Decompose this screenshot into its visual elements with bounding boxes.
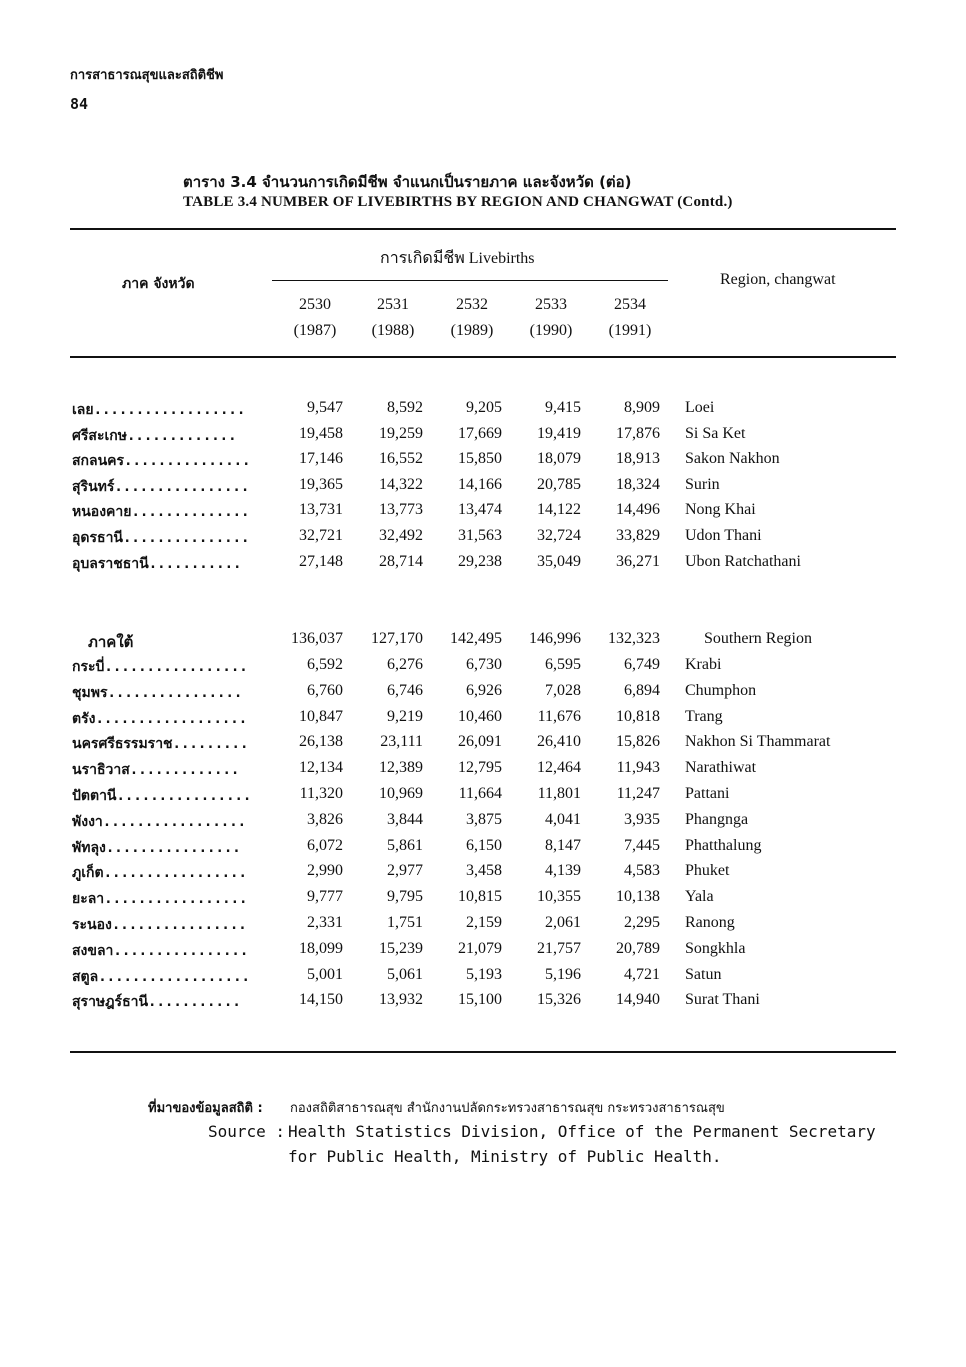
cell-value: 29,238 [458, 552, 502, 570]
source-label: Source : [208, 1122, 286, 1141]
row-english-label: Satun [685, 965, 722, 983]
cell-value: 1,751 [387, 914, 423, 931]
cell-value: 28,714 [379, 552, 423, 570]
row-english-label: Phuket [685, 862, 730, 880]
cell-value: 14,122 [537, 501, 581, 519]
year-ce-header: (1988) [371, 322, 415, 339]
cell-value: 7,028 [545, 681, 581, 699]
table-row [0, 940, 966, 966]
cell-value: 11,801 [537, 785, 581, 802]
row-thai-label: เลย.................. [72, 402, 246, 418]
cell-value: 6,746 [387, 681, 423, 699]
cell-value: 18,324 [616, 475, 660, 493]
row-thai-label: อุบลราชธานี........... [72, 555, 242, 572]
cell-value: 10,355 [537, 888, 581, 906]
cell-value: 36,271 [616, 552, 660, 570]
cell-value: 14,496 [616, 501, 660, 519]
cell-value: 14,940 [616, 991, 660, 1009]
table-row [0, 682, 966, 708]
cell-value: 15,850 [458, 450, 502, 468]
cell-value: 11,320 [299, 785, 343, 802]
row-thai-label: ระนอง................ [72, 917, 247, 933]
row-english-label: Nong Khai [685, 501, 756, 519]
cell-value: 33,829 [616, 527, 660, 544]
cell-value: 18,099 [299, 939, 343, 957]
table-row [0, 991, 966, 1017]
year-ce-header: (1991) [608, 322, 652, 339]
cell-value: 17,146 [299, 450, 343, 468]
cell-value: 27,148 [299, 552, 343, 570]
table-row [0, 759, 966, 785]
cell-value: 10,138 [616, 888, 660, 906]
cell-value: 26,410 [537, 733, 581, 751]
cell-value: 2,977 [387, 862, 423, 880]
cell-value: 9,777 [307, 888, 343, 906]
year-be-header: 2532 [456, 296, 488, 313]
cell-value: 6,760 [307, 681, 343, 699]
cell-value: 2,061 [545, 914, 581, 931]
cell-value: 2,295 [624, 914, 660, 931]
cell-value: 13,773 [379, 501, 423, 519]
row-english-label: Trang [685, 707, 723, 725]
cell-value: 32,721 [299, 527, 343, 544]
row-english-label: Yala [685, 888, 714, 906]
cell-value: 12,464 [537, 759, 581, 777]
cell-value: 20,785 [537, 475, 581, 493]
cell-value: 3,458 [466, 862, 502, 880]
cell-value: 13,474 [458, 501, 502, 519]
group-header-rule [272, 280, 668, 281]
cell-value: 7,445 [624, 836, 660, 854]
cell-value: 21,079 [458, 939, 502, 957]
row-english-label: Chumphon [685, 681, 757, 699]
table-top-rule [70, 228, 896, 230]
cell-value: 21,757 [537, 939, 581, 957]
row-english-label: Phangnga [685, 810, 749, 828]
row-english-label: Ranong [685, 914, 735, 931]
cell-value: 8,147 [545, 836, 581, 854]
cell-value: 14,166 [458, 475, 502, 493]
table-row [0, 527, 966, 553]
cell-value: 11,247 [616, 785, 660, 802]
cell-value: 6,926 [466, 681, 502, 699]
cell-value: 14,150 [299, 991, 343, 1009]
cell-value: 18,913 [616, 450, 660, 468]
cell-value: 19,365 [299, 475, 343, 493]
table-row [0, 501, 966, 527]
cell-value: 136,037 [291, 630, 343, 647]
table-row [0, 708, 966, 734]
cell-value: 32,492 [379, 527, 423, 544]
cell-value: 11,664 [458, 785, 502, 802]
row-thai-label: อุดรธานี............... [72, 530, 250, 546]
cell-value: 3,844 [387, 810, 423, 828]
cell-value: 12,795 [458, 759, 502, 777]
table-title-thai: ตาราง 3.4 จำนวนการเกิดมีชีพ จำแนกเป็นรายภาค และจังหวัด (ต่อ) [183, 173, 632, 191]
table-row [0, 656, 966, 682]
table-row [0, 476, 966, 502]
row-english-label: Surat Thani [685, 991, 760, 1009]
table-row [0, 450, 966, 476]
row-english-label: Si Sa Ket [685, 424, 746, 442]
cell-value: 16,552 [379, 450, 423, 468]
row-thai-label: พัทลุง................ [72, 839, 241, 856]
row-english-label: Krabi [685, 656, 722, 673]
row-thai-label: สตูล.................. [72, 968, 250, 985]
row-thai-label: ศรีสะเกษ............. [72, 427, 237, 444]
cell-value: 15,100 [458, 991, 502, 1009]
row-english-label: Southern Region [704, 630, 812, 647]
cell-value: 9,219 [387, 707, 423, 725]
source-line-1: Health Statistics Division, Office of the Permanent Secretary [288, 1122, 876, 1141]
running-header: การสาธารณสุขและสถิติชีพ [70, 68, 224, 83]
table-row [0, 733, 966, 759]
cell-value: 35,049 [537, 552, 581, 570]
table-row [0, 399, 966, 425]
cell-value: 5,001 [307, 965, 343, 983]
cell-value: 5,196 [545, 965, 581, 983]
row-thai-label: หนองคาย.............. [72, 504, 250, 521]
row-thai-label: สกลนคร............... [72, 453, 251, 470]
cell-value: 18,079 [537, 450, 581, 468]
cell-value: 31,563 [458, 527, 502, 544]
cell-value: 10,815 [458, 888, 502, 906]
row-thai-label: ภูเก็ต................. [72, 865, 247, 882]
page-number: 84 [70, 95, 89, 113]
header-bottom-rule [70, 356, 896, 358]
cell-value: 9,205 [466, 399, 502, 416]
cell-value: 6,276 [387, 656, 423, 673]
row-thai-label: สุรินทร์................ [72, 478, 250, 495]
cell-value: 8,909 [624, 399, 660, 416]
row-thai-label: ชุมพร................ [72, 684, 243, 701]
cell-value: 23,111 [380, 733, 423, 751]
cell-value: 26,138 [299, 733, 343, 751]
row-english-label: Songkhla [685, 939, 746, 957]
year-be-header: 2531 [377, 296, 409, 313]
year-ce-header: (1987) [293, 322, 337, 339]
year-be-header: 2533 [535, 296, 567, 313]
row-thai-label: ปัตตานี................ [72, 788, 252, 804]
table-row [0, 553, 966, 579]
region-changwat-thai-header: ภาค จังหวัด [122, 276, 195, 292]
row-thai-label: สงขลา................ [72, 942, 249, 959]
cell-value: 13,932 [379, 991, 423, 1009]
cell-value: 17,669 [458, 424, 502, 442]
cell-value: 12,134 [299, 759, 343, 777]
cell-value: 6,150 [466, 836, 502, 854]
cell-value: 4,583 [624, 862, 660, 880]
table-row [0, 785, 966, 811]
cell-value: 17,876 [616, 424, 660, 442]
table-title-english: TABLE 3.4 NUMBER OF LIVEBIRTHS BY REGION AND CHANGWAT (Contd.) [183, 194, 733, 210]
row-english-label: Loei [685, 399, 715, 416]
year-ce-header: (1989) [450, 322, 494, 339]
row-english-label: Sakon Nakhon [685, 450, 780, 468]
cell-value: 5,061 [387, 965, 423, 983]
cell-value: 19,419 [537, 424, 581, 442]
table-row [0, 914, 966, 940]
cell-value: 14,322 [379, 475, 423, 493]
cell-value: 6,749 [624, 656, 660, 673]
table-row [0, 888, 966, 914]
cell-value: 6,595 [545, 656, 581, 673]
row-english-label: Pattani [685, 785, 730, 802]
cell-value: 3,875 [466, 810, 502, 828]
row-english-label: Ubon Ratchathani [685, 552, 801, 570]
cell-value: 10,847 [299, 707, 343, 725]
row-thai-label: พังงา................. [72, 813, 247, 830]
row-thai-label: สุราษฎร์ธานี........... [72, 994, 241, 1011]
row-english-label: Phatthalung [685, 836, 762, 854]
cell-value: 11,943 [616, 759, 660, 777]
cell-value: 6,072 [307, 836, 343, 854]
cell-value: 20,789 [616, 939, 660, 957]
cell-value: 2,159 [466, 914, 502, 931]
year-be-header: 2534 [614, 296, 646, 313]
cell-value: 4,041 [545, 810, 581, 828]
row-thai-label: ตรัง.................. [72, 710, 248, 727]
cell-value: 9,795 [387, 888, 423, 906]
cell-value: 4,139 [545, 862, 581, 880]
cell-value: 9,547 [307, 399, 343, 416]
cell-value: 2,990 [307, 862, 343, 880]
cell-value: 10,460 [458, 707, 502, 725]
cell-value: 142,495 [450, 630, 502, 647]
cell-value: 3,826 [307, 810, 343, 828]
cell-value: 5,861 [387, 836, 423, 854]
cell-value: 6,894 [624, 681, 660, 699]
row-thai-label: นราธิวาส............. [72, 762, 240, 779]
source-line-2: for Public Health, Ministry of Public Health. [288, 1147, 722, 1166]
table-row [0, 425, 966, 451]
cell-value: 127,170 [371, 630, 423, 647]
row-thai-label: ภาคใต้ [88, 633, 134, 651]
row-english-label: Udon Thani [685, 527, 762, 544]
cell-value: 15,326 [537, 991, 581, 1009]
cell-value: 11,676 [537, 707, 581, 725]
cell-value: 9,415 [545, 399, 581, 416]
cell-value: 10,969 [379, 785, 423, 802]
row-english-label: Surin [685, 475, 720, 493]
cell-value: 4,721 [624, 965, 660, 983]
year-ce-header: (1990) [529, 322, 573, 339]
region-changwat-header: Region, changwat [720, 271, 836, 288]
livebirths-group-header: การเกิดมีชีพ Livebirths [380, 250, 535, 267]
row-thai-label: ยะลา................. [72, 891, 248, 908]
cell-value: 6,730 [466, 656, 502, 673]
cell-value: 15,239 [379, 939, 423, 957]
table-bottom-rule [70, 1051, 896, 1053]
cell-value: 15,826 [616, 733, 660, 751]
row-english-label: Nakhon Si Thammarat [685, 733, 831, 751]
cell-value: 13,731 [299, 501, 343, 519]
cell-value: 6,592 [307, 656, 343, 673]
cell-value: 5,193 [466, 965, 502, 983]
cell-value: 132,323 [608, 630, 660, 647]
source-thai-text: กองสถิติสาธารณสุข สำนักงานปลัดกระทรวงสาธารณสุข กระทรวงสาธารณสุข [290, 1101, 725, 1116]
cell-value: 146,996 [529, 630, 581, 647]
cell-value: 2,331 [307, 914, 343, 931]
cell-value: 8,592 [387, 399, 423, 416]
row-thai-label: นครศรีธรรมราช......... [72, 736, 249, 753]
source-thai-label: ที่มาของข้อมูลสถิติ : [148, 1101, 263, 1116]
table-row [0, 966, 966, 992]
year-be-header: 2530 [299, 296, 331, 313]
cell-value: 12,389 [379, 759, 423, 777]
cell-value: 32,724 [537, 527, 581, 544]
table-row [0, 811, 966, 837]
table-row [0, 630, 966, 656]
cell-value: 10,818 [616, 707, 660, 725]
table-row [0, 837, 966, 863]
table-row [0, 862, 966, 888]
row-thai-label: กระบี่................. [72, 659, 248, 675]
cell-value: 19,458 [299, 424, 343, 442]
cell-value: 3,935 [624, 810, 660, 828]
cell-value: 26,091 [458, 733, 502, 751]
row-english-label: Narathiwat [685, 759, 757, 777]
cell-value: 19,259 [379, 424, 423, 442]
